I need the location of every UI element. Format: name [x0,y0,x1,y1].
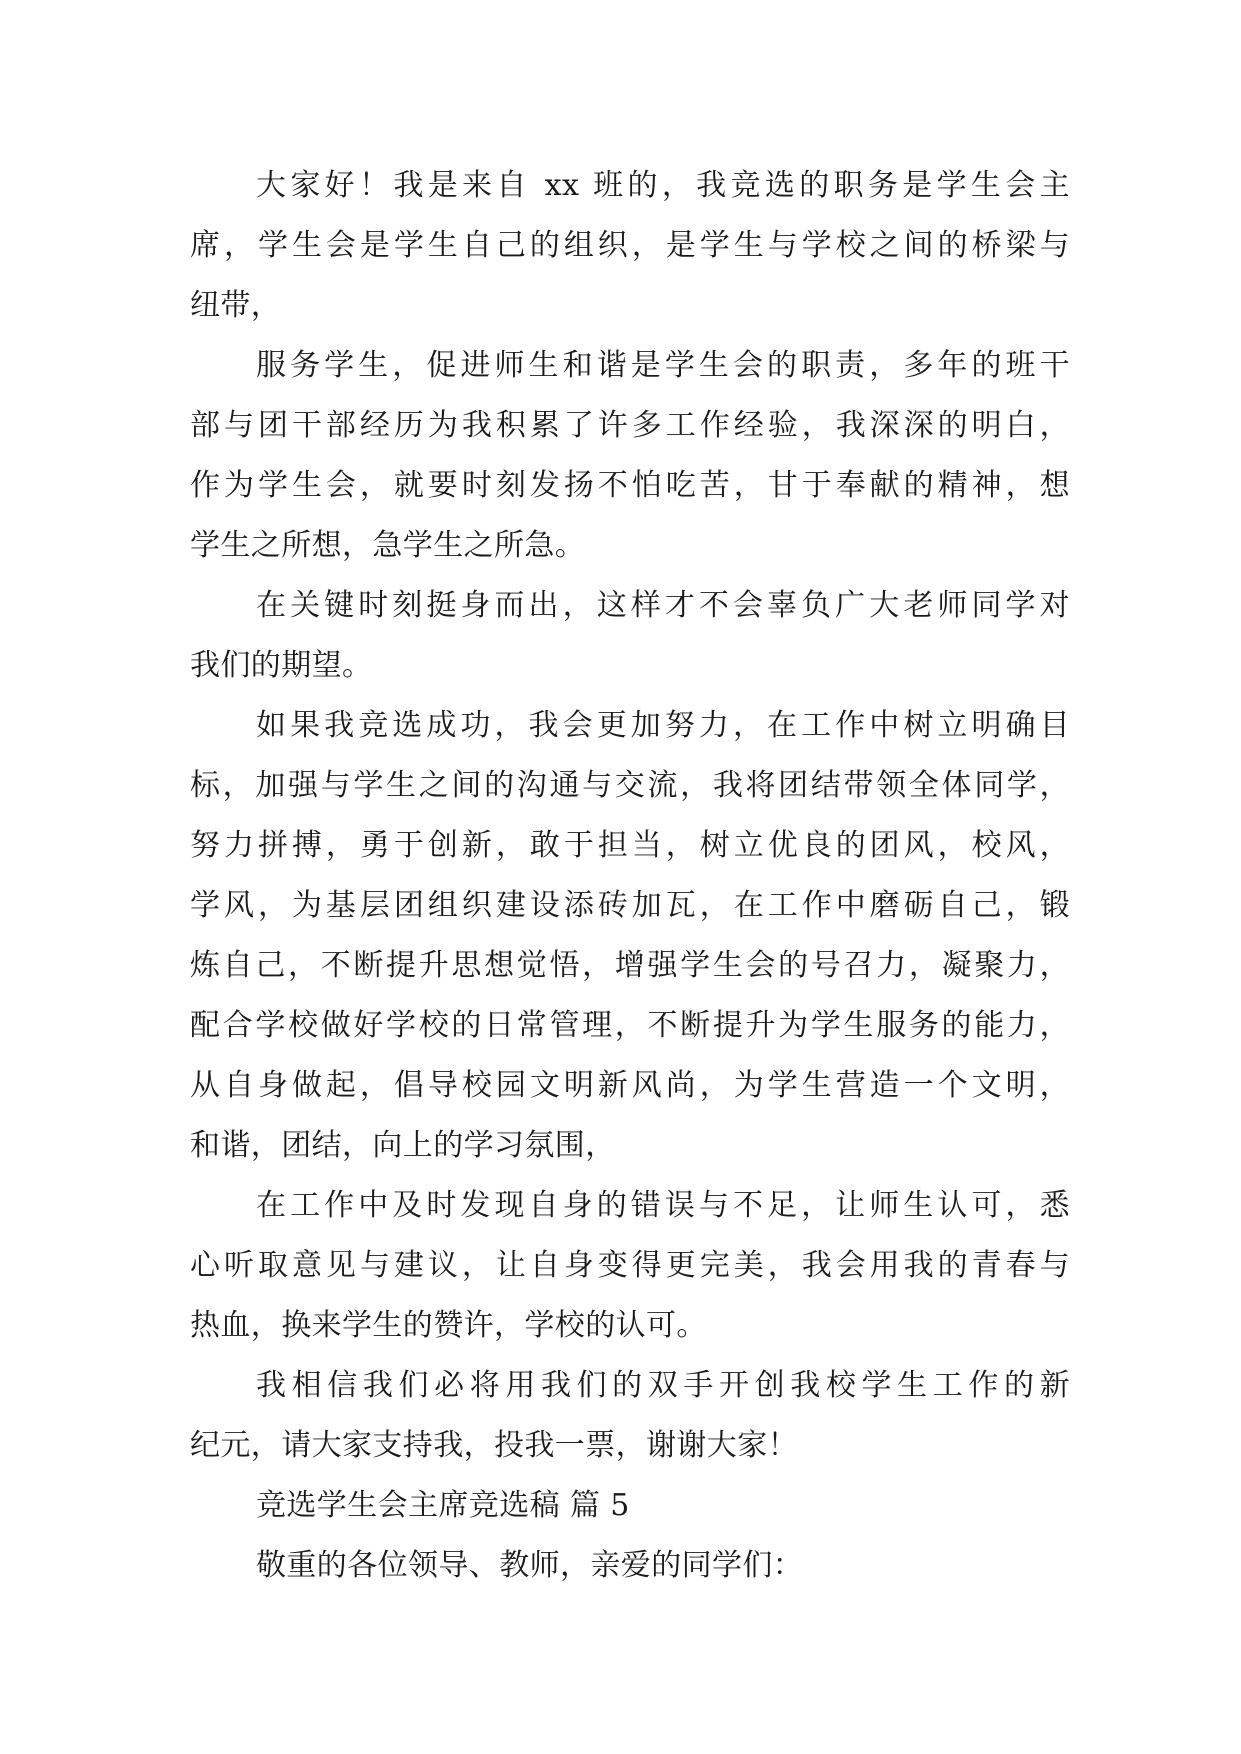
paragraph [190,1176,1070,1356]
paragraph [190,576,1070,696]
section-heading [190,1476,1070,1536]
text-line: 我们的期望。 [190,648,373,683]
text-line: 部与团干部经历为我积累了许多工作经验，我深深的明白， [190,408,1070,443]
text-line: 从自身做起，倡导校园文明新风尚，为学生营造一个文明， [190,1068,1070,1103]
text-line: 学生之所想，急学生之所急。 [190,528,586,563]
text-line: 敬重的各位领导、教师，亲爱的同学们： [256,1548,804,1583]
text-line: 和谐，团结，向上的学习氛围， [190,1128,616,1163]
text-line: 纪元，请大家支持我，投我一票，谢谢大家！ [190,1428,798,1463]
paragraph [190,156,1070,336]
text-line: 服务学生，促进师生和谐是学生会的职责，多年的班干 [256,348,1070,383]
text-line: 炼自己，不断提升思想觉悟，增强学生会的号召力，凝聚力， [190,948,1070,983]
paragraph [190,336,1070,576]
text-line: 学风，为基层团组织建设添砖加瓦，在工作中磨砺自己，锻 [190,888,1070,923]
text-line: 竞选学生会主席竞选稿 篇 5 [256,1488,630,1523]
text-line: 心听取意见与建议，让自身变得更完美，我会用我的青春与 [190,1248,1070,1283]
paragraph [190,1356,1070,1476]
text-line: 我相信我们必将用我们的双手开创我校学生工作的新 [256,1368,1070,1403]
document-body [190,156,1070,1596]
text-line: 配合学校做好学校的日常管理，不断提升为学生服务的能力， [190,1008,1070,1043]
text-line: 纽带， [190,288,282,323]
text-line: 热血，换来学生的赞许，学校的认可。 [190,1308,707,1343]
paragraph [190,696,1070,1176]
text-line: 努力拼搏，勇于创新，敢于担当，树立优良的团风，校风， [190,828,1070,863]
text-line: 大家好！我是来自 xx 班的，我竞选的职务是学生会主 [256,168,1070,203]
text-line: 席，学生会是学生自己的组织，是学生与学校之间的桥梁与 [190,228,1070,263]
text-line: 在关键时刻挺身而出，这样才不会辜负广大老师同学对 [256,588,1070,623]
text-line: 在工作中及时发现自身的错误与不足，让师生认可，悉 [256,1188,1070,1223]
text-line: 标，加强与学生之间的沟通与交流，我将团结带领全体同学， [190,768,1070,803]
salutation [190,1536,1070,1596]
text-line: 如果我竞选成功，我会更加努力，在工作中树立明确目 [256,708,1070,743]
text-line: 作为学生会，就要时刻发扬不怕吃苦，甘于奉献的精神，想 [190,468,1070,503]
